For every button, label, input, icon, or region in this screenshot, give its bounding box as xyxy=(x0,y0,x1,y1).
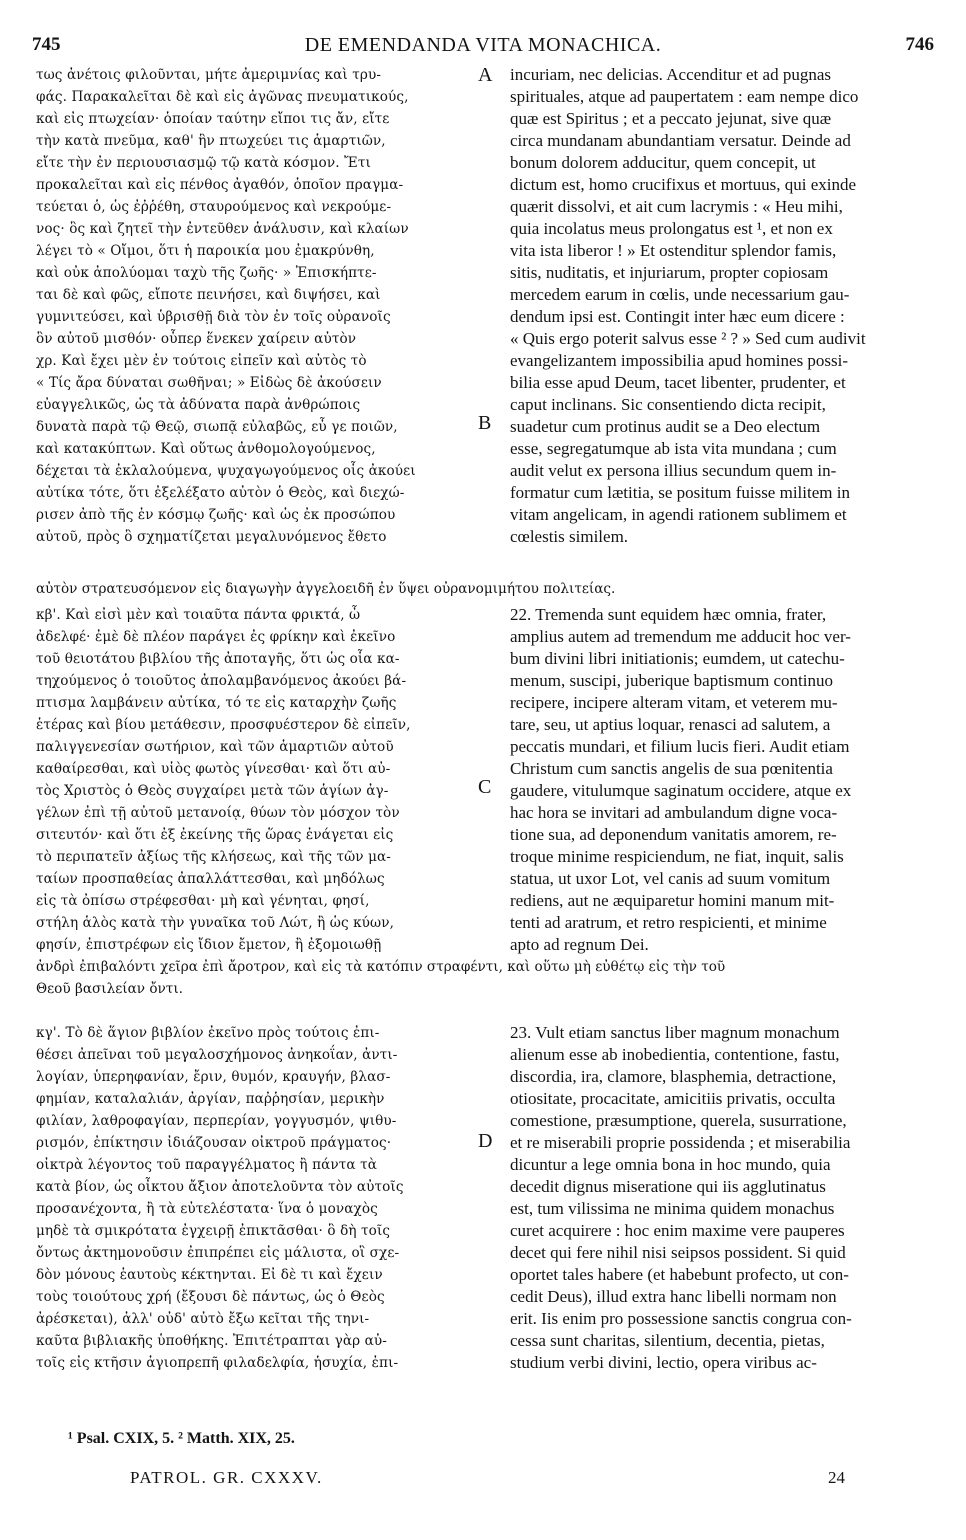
volume-signature: PATROL. GR. CXXXV. xyxy=(130,1468,323,1487)
latin-text-line: 22. Tremenda sunt equidem hæc omnia, frater, xyxy=(510,605,827,624)
latin-text-line: cœlestis similem. xyxy=(510,527,629,546)
greek-text-line: τὸ περιπατεῖν ἀξίως τῆς κλήσεως, καὶ τῆς τῶν μα- xyxy=(36,849,391,865)
greek-text-line: τοῦ θειοτάτου βιβλίου τῆς ἀποταγῆς, ὅτι ὡς οἷα κα- xyxy=(36,651,400,667)
greek-text-line: « Τίς ἄρα δύναται σωθῆναι; » Εἰδὼς δὲ ἀκούσειν xyxy=(36,375,382,391)
greek-text-line: δυνατὰ παρὰ τῷ Θεῷ, σιωπᾷ εὐλαβῶς, εὖ γε ποιῶν, xyxy=(36,419,398,435)
greek-text-line: κβ'. Καὶ εἰσὶ μὲν καὶ τοιαῦτα πάντα φρικτά, ὦ xyxy=(36,607,361,623)
latin-text-line: apto ad regnum Dei. xyxy=(510,935,649,954)
greek-text-line: αὐτοῦ, πρὸς ὃ σχηματίζεται μεγαλυνόμενος ἔθετο xyxy=(36,529,387,545)
greek-text-line: γυμνιτεύσει, καὶ ὑβρισθῇ διὰ τὸν ἐν τοῖς οὐρανοῖς xyxy=(36,309,391,325)
greek-text-line: ρισεν ἀπὸ τῆς ἐν κόσμῳ ζωῆς· καὶ ὡς ἐκ προσώπου xyxy=(36,507,396,523)
latin-text-line: bum divini libri initiationis; eumdem, ut catechu- xyxy=(510,649,845,668)
latin-text-line: studium verbi divini, lectio, opera viribus ac- xyxy=(510,1353,817,1372)
latin-text-line: « Quis ergo poterit salvus esse ² ? » Sed cum audivit xyxy=(510,329,866,348)
greek-text-line: εἰς τὰ ὀπίσω στρέφεσθαι· μὴ καὶ γένηται, φησί, xyxy=(36,893,370,909)
greek-text-line: φησίν, ἐπιστρέφων εἰς ἴδιον ἔμετον, ἢ ἐξομοιωθῇ xyxy=(36,937,382,953)
greek-text-line: προσανέχοντα, ἢ τὰ εὐτελέστατα· ἵνα ὁ μοναχὸς xyxy=(36,1201,378,1217)
greek-text-line: χρ. Καὶ ἔχει μὲν ἐν τούτοις εἰπεῖν καὶ αὐτὸς τὸ xyxy=(36,353,367,369)
greek-text-line: ἑτέρας καὶ βίου μετάθεσιν, προσφυέστερον δὲ εἰπεῖν, xyxy=(36,717,411,733)
greek-text-line: τὸς Χριστὸς ὁ Θεὸς συγχαίρει μετὰ τῶν ἁγίων ἀγ- xyxy=(36,783,389,799)
greek-text-line: προκαλεῖται καὶ εἰς πένθος ἀγαθόν, ὁποῖον πραγμα- xyxy=(36,177,404,193)
greek-text-line: κγ'. Τὸ δὲ ἅγιον βιβλίον ἐκεῖνο πρὸς τούτοις ἐπι- xyxy=(36,1025,380,1041)
latin-text-line: dictum est, homo crucifixus et mortuus, qui exinde xyxy=(510,175,857,194)
latin-text-line: decet qui fere nihil nisi seipsos possident. Si quid xyxy=(510,1243,846,1262)
greek-text-line: φάς. Παρακαλεῖται δὲ καὶ εἰς ἀγῶνας πνευματικούς, xyxy=(36,89,409,105)
latin-text-line: oportet tales habere (et habebunt profecto, ut con- xyxy=(510,1265,849,1284)
greek-text-line: καθαίρεσθαι, καὶ υἱὸς φωτὸς γίνεσθαι· καὶ ὅτι αὐ- xyxy=(36,761,391,777)
latin-text-line: dicuntur a lege omnia bona in hoc mundo, quia xyxy=(510,1155,831,1174)
page-number-right: 746 xyxy=(905,34,934,55)
greek-text-line: στήλη ἁλὸς κατὰ τὴν γυναῖκα τοῦ Λώτ, ἢ ὡς κύων, xyxy=(36,915,395,931)
greek-text-line: καῦτα βιβλιακῆς ὑποθήκης. Ἐπιτέτραπται γὰρ αὐ- xyxy=(36,1333,387,1349)
latin-text-line: cedit Deus), illud extra hanc libelli normam non xyxy=(510,1287,837,1306)
greek-text-line: πτισμα λαμβάνειν αὐτίκα, τό τε εἰς καταρχὴν ζωῆς xyxy=(36,695,397,711)
margin-marker-a: A xyxy=(478,64,493,86)
greek-text-line: τοὺς τοιούτους χρή (ἔξουσι δὲ πάντως, ὡς ὁ Θεὸς xyxy=(36,1289,385,1305)
latin-text-line: erit. Iis enim pro possessione sanctis congrua con- xyxy=(510,1309,852,1328)
latin-text-line: rediens, aut ne æquiparetur homini manum mit- xyxy=(510,891,835,910)
latin-text-line: 23. Vult etiam sanctus liber magnum monachum xyxy=(510,1023,840,1042)
greek-text-line: καὶ οὐκ ἀπολύομαι ταχὺ τῆς ζωῆς· » Ἐπισκήπτε- xyxy=(36,265,377,281)
greek-text-line: δέχεται τὰ ἐκλαλούμενα, ψυχαγωγούμενος οἷς ἀκούει xyxy=(36,463,416,479)
signature-number: 24 xyxy=(828,1468,845,1487)
margin-marker-c: C xyxy=(478,776,492,798)
latin-text-line: caput inclinans. Sic consentiendo dicta recipit, xyxy=(510,395,826,414)
latin-text-line: gaudere, vitulumque saginatum occidere, atque ex xyxy=(510,781,852,800)
latin-text-line: spirituales, atque ad paupertatem : eam nempe dico xyxy=(510,87,859,106)
latin-text-line: bonum dolorem adducitur, quem concepit, ut xyxy=(510,153,816,172)
greek-text-line: τως ἀνέτοις φιλοῦνται, μήτε ἀμεριμνίας καὶ τρυ- xyxy=(36,67,382,83)
running-title: DE EMENDANDA VITA MONACHICA. xyxy=(304,34,662,56)
latin-text-line: tare, seu, ut aptius loquar, renasci ad salutem, a xyxy=(510,715,831,734)
latin-text-line: audit velut ex persona illius secundum quem in- xyxy=(510,461,837,480)
greek-text-line: εἴτε τὴν ἐν περιουσιασμῷ τῷ κατὰ κόσμον. Ἔτι xyxy=(36,155,371,171)
latin-text-line: decedit dignus miseratione qui iis agglutinatus xyxy=(510,1177,826,1196)
latin-column-3 xyxy=(510,1022,934,1374)
greek-text-line: γέλων ἐπὶ τῇ αὐτοῦ μετανοίᾳ, θύων τὸν μόσχον τὸν xyxy=(36,805,400,821)
latin-text-line: discordia, ira, clamore, blasphemia, detractione, xyxy=(510,1067,837,1086)
latin-text-line: incuriam, nec delicias. Accenditur et ad pugnas xyxy=(510,65,831,84)
latin-text-line: hac hora se invitari ad ambulandum digne voca- xyxy=(510,803,838,822)
greek-text-line: ταίων προσπαθείας ἀπαλλάττεσθαι, καὶ μηδόλως xyxy=(36,871,385,887)
footnotes: ¹ Psal. CXIX, 5. ² Matth. XIX, 25. xyxy=(68,1430,295,1447)
latin-text-line: recipere, incipere alteram vitam, et veterem mu- xyxy=(510,693,838,712)
full-width-line: ἀνδρὶ ἐπιβαλόντι χεῖρα ἐπὶ ἄροτρον, καὶ εἰς τὰ κατόπιν στραφέντι, καὶ οὕτω μὴ εὐθέτῳ εἰς τὴν τοῦ xyxy=(36,959,726,975)
latin-text-line: otiositate, procacitate, amicitiis privatis, occulta xyxy=(510,1089,836,1108)
latin-text-line: suadetur cum protinus audit se a Deo electum xyxy=(510,417,821,436)
greek-text-line: ἀρέσκεται), ἀλλ' οὐδ' αὐτὸ ἔξω κεῖται τῆς τηνι- xyxy=(36,1311,370,1327)
greek-text-line: φιλίαν, λαθροφαγίαν, περπερίαν, γογγυσμόν, ψιθυ- xyxy=(36,1113,397,1129)
greek-text-line: θέσει ἀπεῖναι τοῦ μεγαλοσχήμονος ἀνηκοΐαν, ἀντι- xyxy=(36,1047,398,1063)
greek-text-line: ὃν αὐτοῦ μισθόν· οὗπερ ἕνεκεν χαίρειν αὐτὸν xyxy=(36,331,357,347)
full-width-lines-2 xyxy=(36,956,936,1000)
greek-text-line: τὴν κατὰ πνεῦμα, καθ' ἣν πτωχεύει τις ἁμαρτιῶν, xyxy=(36,133,386,149)
latin-text-line: menum, suscipi, juberique baptismum continuo xyxy=(510,671,833,690)
greek-text-line: ται δὲ καὶ φῶς, εἴποτε πεινήσει, καὶ διψήσει, καὶ xyxy=(36,287,381,303)
greek-text-line: λέγει τὸ « Οἴμοι, ὅτι ἡ παροικία μου ἐμακρύνθη, xyxy=(36,243,375,259)
full-width-line: Θεοῦ βασιλείαν ὄντι. xyxy=(36,981,183,997)
latin-text-line: quia incolatus meus prolongatus est ¹, et non ex xyxy=(510,219,833,238)
greek-text-line: ρισμόν, ἐπίκτησιν ἰδιάζουσαν οἰκτροῦ πράγματος· xyxy=(36,1135,392,1151)
latin-column-1 xyxy=(510,64,934,548)
latin-text-line: evangelizantem impossibilia apud homines possi- xyxy=(510,351,849,370)
greek-text-line: τοῖς εἰς κτῆσιν ἁγιοπρεπῆ φιλαδελφία, ἡσυχία, ἐπι- xyxy=(36,1355,399,1371)
latin-text-line: esse, segregatumque ab ista vita mundana ; cum xyxy=(510,439,837,458)
greek-text-line: δὸν μόνους ἑαυτοὺς κέκτηνται. Εἰ δὲ τι καὶ ἔχειν xyxy=(36,1267,383,1283)
greek-text-line: τηχούμενος ὁ τοιοῦτος ἀπολαμβανόμενος ἀκούει βά- xyxy=(36,673,407,689)
latin-text-line: tione sua, ad deponendum vanitatis amorem, re- xyxy=(510,825,837,844)
latin-text-line: vitam angelicam, in agendi rationem sublimem et xyxy=(510,505,847,524)
latin-text-line: Christum cum sanctis angelis de sua pœnitentia xyxy=(510,759,833,778)
greek-text-line: τεύεται ὁ, ὡς ἐῤῥέθη, σταυρούμενος καὶ νεκρούμε- xyxy=(36,199,392,215)
page-header xyxy=(32,34,934,60)
margin-marker-d: D xyxy=(478,1130,493,1152)
latin-text-line: mercedem earum in cœlis, unde necessarium gau- xyxy=(510,285,850,304)
greek-text-line: καὶ εἰς πτωχείαν· ὁποίαν ταύτην εἴποι τις ἄν, εἴτε xyxy=(36,111,390,127)
margin-marker-b: B xyxy=(478,412,492,434)
latin-text-line: comestione, præsumptione, querela, susurratione, xyxy=(510,1111,847,1130)
latin-text-line: alienum esse ab inobedientia, contentione, fastu, xyxy=(510,1045,840,1064)
greek-text-line: ἀδελφέ· ἐμὲ δὲ πλέον παράγει ἐς φρίκην καὶ ἐκεῖνο xyxy=(36,629,396,645)
latin-text-line: circa mundanam abundantiam versatur. Deinde ad xyxy=(510,131,851,150)
latin-text-line: amplius autem ad tremendum me adducit hoc ver- xyxy=(510,627,851,646)
greek-text-line: ὄντως ἀκτημονοῦσιν ἐπιπρέπει εἰς μάλιστα, οἳ σχε- xyxy=(36,1245,400,1261)
latin-text-line: statua, ut uxor Lot, vel canis ad suum vomitum xyxy=(510,869,831,888)
greek-text-line: καὶ κατακύπτων. Καὶ οὕτως ἀνθομολογούμενος, xyxy=(36,441,376,457)
greek-text-line: μηδὲ τὰ σμικρότατα ἐγχειρῇ ἐπικτᾶσθαι· ὃ δὴ τοῖς xyxy=(36,1223,391,1239)
greek-text-line: κατὰ βίον, ὡς οἶκτου ἄξιον ἀποτελοῦντα τὸν αὐτοῖς xyxy=(36,1179,404,1195)
latin-text-line: dendum ipsi est. Contingit inter hæc eum dicere : xyxy=(510,307,845,326)
latin-text-line: troque minime respiciendum, ne fiat, inquit, salis xyxy=(510,847,844,866)
greek-column-1 xyxy=(36,64,476,548)
greek-text-line: αὐτίκα τότε, ὅτι ἐξελέξατο αὐτὸν ὁ Θεὸς, καὶ διεχώ- xyxy=(36,485,405,501)
latin-text-line: vita ista liberor ! » Et ostenditur splendor famis, xyxy=(510,241,837,260)
greek-text-line: σιτευτόν· καὶ ὅτι ἐξ ἐκείνης τῆς ὥρας ἐνάγεται εἰς xyxy=(36,827,394,843)
latin-column-2 xyxy=(510,604,934,956)
latin-text-line: tenti ad aratrum, et retro respicienti, et minime xyxy=(510,913,827,932)
latin-text-line: est, tum vilissima ne minima quidem monachus xyxy=(510,1199,835,1218)
latin-text-line: quærit dissolvi, et ait cum lacrymis : « Heu mihi, xyxy=(510,197,843,216)
greek-text-line: λογίαν, ὑπερηφανίαν, ἔριν, θυμόν, κραυγήν, βλασ- xyxy=(36,1069,391,1085)
greek-column-3 xyxy=(36,1022,476,1374)
latin-text-line: formatur cum lætitia, se positum fuisse militem in xyxy=(510,483,850,502)
latin-text-line: cessa sunt charitas, silentium, decentia, pietas, xyxy=(510,1331,825,1350)
latin-text-line: et re miserabili proprie possidenda ; et miserabilia xyxy=(510,1133,851,1152)
greek-text-line: νος· ὃς καὶ ζητεῖ τὴν ἐντεῦθεν ἀνάλυσιν, καὶ κλαίων xyxy=(36,221,409,237)
latin-text-line: bilia esse apud Deum, tacet libenter, prudenter, et xyxy=(510,373,846,392)
latin-text-line: sitis, nuditatis, et injuriarum, propter copiosam xyxy=(510,263,829,282)
page-number-left: 745 xyxy=(32,34,61,55)
greek-text-line: οἰκτρὰ λέγοντος τοῦ παραγγέλματος ἢ πάντα τὰ xyxy=(36,1157,377,1173)
latin-text-line: curet acquirere : hoc enim maxime vere pauperes xyxy=(510,1221,845,1240)
full-width-line-1: αὐτὸν στρατευσόμενον εἰς διαγωγὴν ἀγγελοειδῆ ἐν ὕψει οὐρανομιμήτου πολιτείας. xyxy=(36,581,616,597)
greek-column-2 xyxy=(36,604,476,956)
greek-text-line: εὐαγγελικῶς, ὡς τὰ ἀδύνατα παρὰ ἀνθρώποις xyxy=(36,397,361,413)
greek-text-line: παλιγγενεσίαν σωτήριον, καὶ τῶν ἁμαρτιῶν αὐτοῦ xyxy=(36,739,394,755)
latin-text-line: quæ est Spiritus ; et a peccato jejunat, sive quæ xyxy=(510,109,832,128)
greek-text-line: φημίαν, καταλαλιάν, ἀργίαν, παῤῥησίαν, μερικὴν xyxy=(36,1091,385,1107)
latin-text-line: peccatis mundari, et filium lucis fieri. Audit etiam xyxy=(510,737,850,756)
